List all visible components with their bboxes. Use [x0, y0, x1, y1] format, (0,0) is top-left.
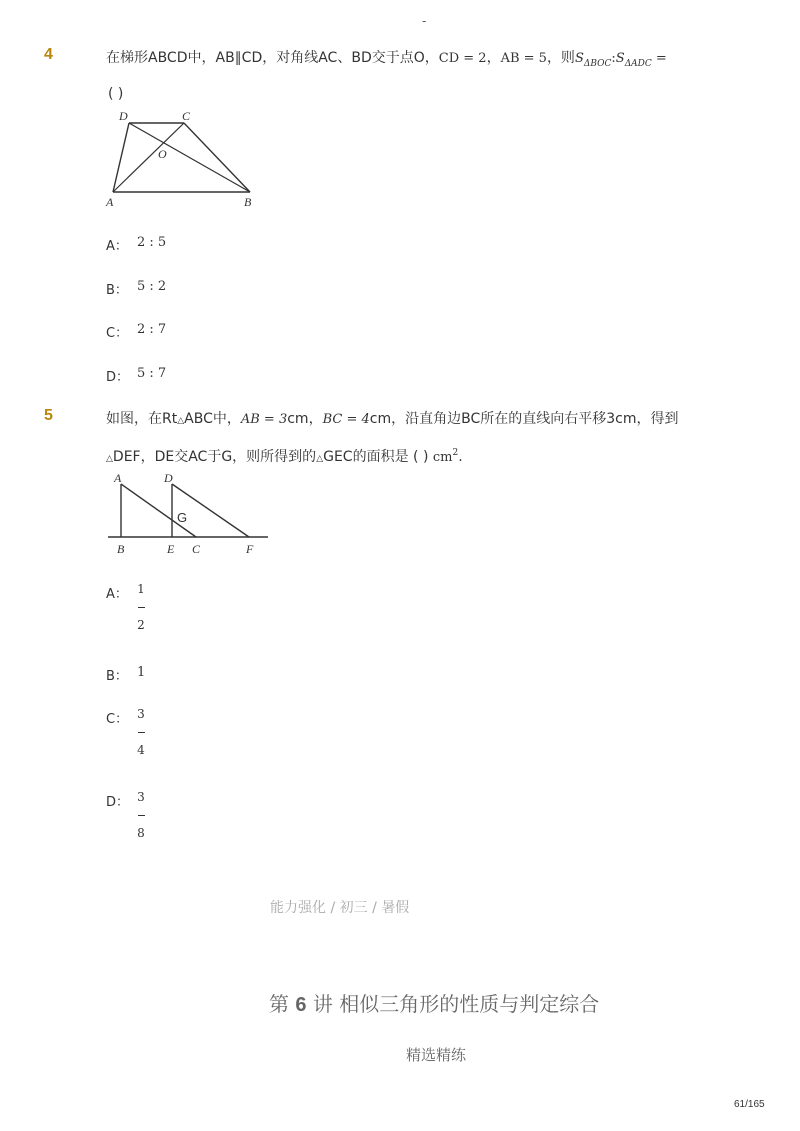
top-tick: - [422, 14, 427, 28]
q5-l2a: DEF，DE交AC于G，则所得到的 [112, 449, 317, 465]
section-title: 精选精练 [406, 1046, 467, 1064]
q4-diagonal-bd [129, 123, 250, 192]
q4-option-b-letter: B： [106, 283, 128, 298]
q5-text-line2 [106, 446, 463, 466]
q4-option-d[interactable] [106, 366, 129, 385]
q4-option-c-value: 2 : 7 [137, 322, 167, 337]
page-number: 61/165 [734, 1099, 765, 1110]
fraction-bar [138, 815, 145, 816]
q4-label-c: C [182, 109, 191, 123]
q5-cm1: cm， [287, 411, 323, 427]
q4-sep: ， [486, 50, 501, 66]
q5-bc: BC = 4 [322, 412, 370, 427]
q5-option-b[interactable] [106, 665, 128, 684]
q4-s1-sub: ΔBOC [583, 59, 612, 69]
q5-option-c-num: 3 [137, 707, 145, 721]
q4-option-a[interactable] [106, 235, 128, 254]
lecture-title [269, 988, 599, 1017]
q5-l1c: cm，沿直角边BC所在的直线向右平移3cm，得到 [369, 411, 679, 427]
q4-text [106, 47, 667, 69]
q5-label-c: C [192, 542, 201, 556]
q5-ab: AB = 3 [240, 412, 288, 427]
q4-s1: S [574, 51, 584, 66]
q5-option-a-den: 2 [137, 618, 145, 632]
q5-l1a: 如图，在Rt [106, 411, 178, 427]
breadcrumb: 能力强化 / 初三 / 暑假 [270, 900, 410, 916]
q5-option-d[interactable] [106, 791, 129, 810]
q5-option-d-den: 8 [137, 826, 145, 840]
q4-colon: : [611, 51, 616, 66]
q4-option-b-value: 5 : 2 [137, 279, 167, 294]
q5-tri3: △ [316, 454, 324, 464]
q5-tri2: △ [106, 454, 113, 464]
q5-label-e: E [167, 542, 175, 556]
q4-label-a: A [106, 195, 114, 209]
q4-option-c-letter: C： [106, 326, 129, 341]
q4-then: ，则 [546, 50, 575, 66]
q4-cd: CD = 2 [438, 51, 487, 66]
q4-s2-sub: ΔADC [624, 59, 652, 69]
q4-side-da [113, 123, 129, 192]
q5-option-c-letter: C： [106, 712, 129, 727]
q5-label-g: G [177, 510, 188, 525]
q4-eq: = [651, 51, 667, 66]
q5-option-a-letter: A： [106, 587, 128, 602]
q5-option-a[interactable] [106, 583, 128, 602]
fraction-bar [138, 732, 145, 733]
q5-translation-figure [104, 470, 274, 560]
q4-label-d: D [119, 109, 128, 123]
q5-unit-sup: 2 [452, 448, 459, 458]
fraction-bar [138, 607, 145, 608]
q4-s2: S [615, 51, 625, 66]
q5-text-line1 [106, 408, 678, 428]
q5-label-a: A [114, 471, 122, 485]
q5-number: 5 [44, 407, 53, 424]
q5-label-f: F [246, 542, 254, 556]
q4-option-c[interactable] [106, 322, 128, 341]
q4-diagonal-ac [113, 123, 184, 192]
q4-option-b[interactable] [106, 279, 128, 298]
q5-option-d-letter: D： [106, 795, 130, 810]
q5-unit: cm [432, 450, 453, 465]
q4-option-d-letter: D： [106, 370, 130, 385]
q5-option-a-num: 1 [137, 582, 145, 596]
q5-tri1: △ [177, 416, 185, 426]
q5-option-b-value: 1 [137, 665, 146, 680]
q4-label-o: O [158, 147, 167, 161]
q4-label-b: B [244, 195, 252, 209]
q5-l2-end: . [458, 449, 463, 465]
q5-label-d: D [164, 471, 173, 485]
q5-option-a-fraction [135, 582, 147, 632]
q4-side-cb [184, 123, 250, 192]
q4-intro: 在梯形ABCD中，AB∥CD，对角线AC、BD交于点O， [106, 50, 439, 66]
q4-option-d-value: 5 : 7 [137, 366, 167, 381]
lecture-name: 讲 相似三角形的性质与判定综合 [312, 992, 600, 1016]
q4-option-a-letter: A： [106, 239, 128, 254]
q4-option-a-value: 2 : 5 [137, 235, 167, 250]
q4-ab: AB = 5 [500, 51, 547, 66]
q5-l1b: ABC中， [184, 411, 241, 427]
q5-l2b: GEC的面积是 ( ) [323, 449, 433, 465]
lecture-number: 6 [295, 994, 307, 1016]
q5-option-c-fraction [135, 707, 147, 757]
q5-option-d-fraction [135, 790, 147, 840]
q5-label-b: B [117, 542, 125, 556]
lecture-prefix: 第 [269, 992, 289, 1016]
q5-option-b-letter: B： [106, 669, 128, 684]
q5-option-c[interactable] [106, 708, 128, 727]
q4-blank: ( ) [108, 86, 124, 102]
q5-option-c-den: 4 [137, 743, 145, 757]
q5-option-d-num: 3 [137, 790, 145, 804]
q4-trapezoid-figure [104, 106, 264, 210]
q4-number: 4 [44, 46, 53, 63]
